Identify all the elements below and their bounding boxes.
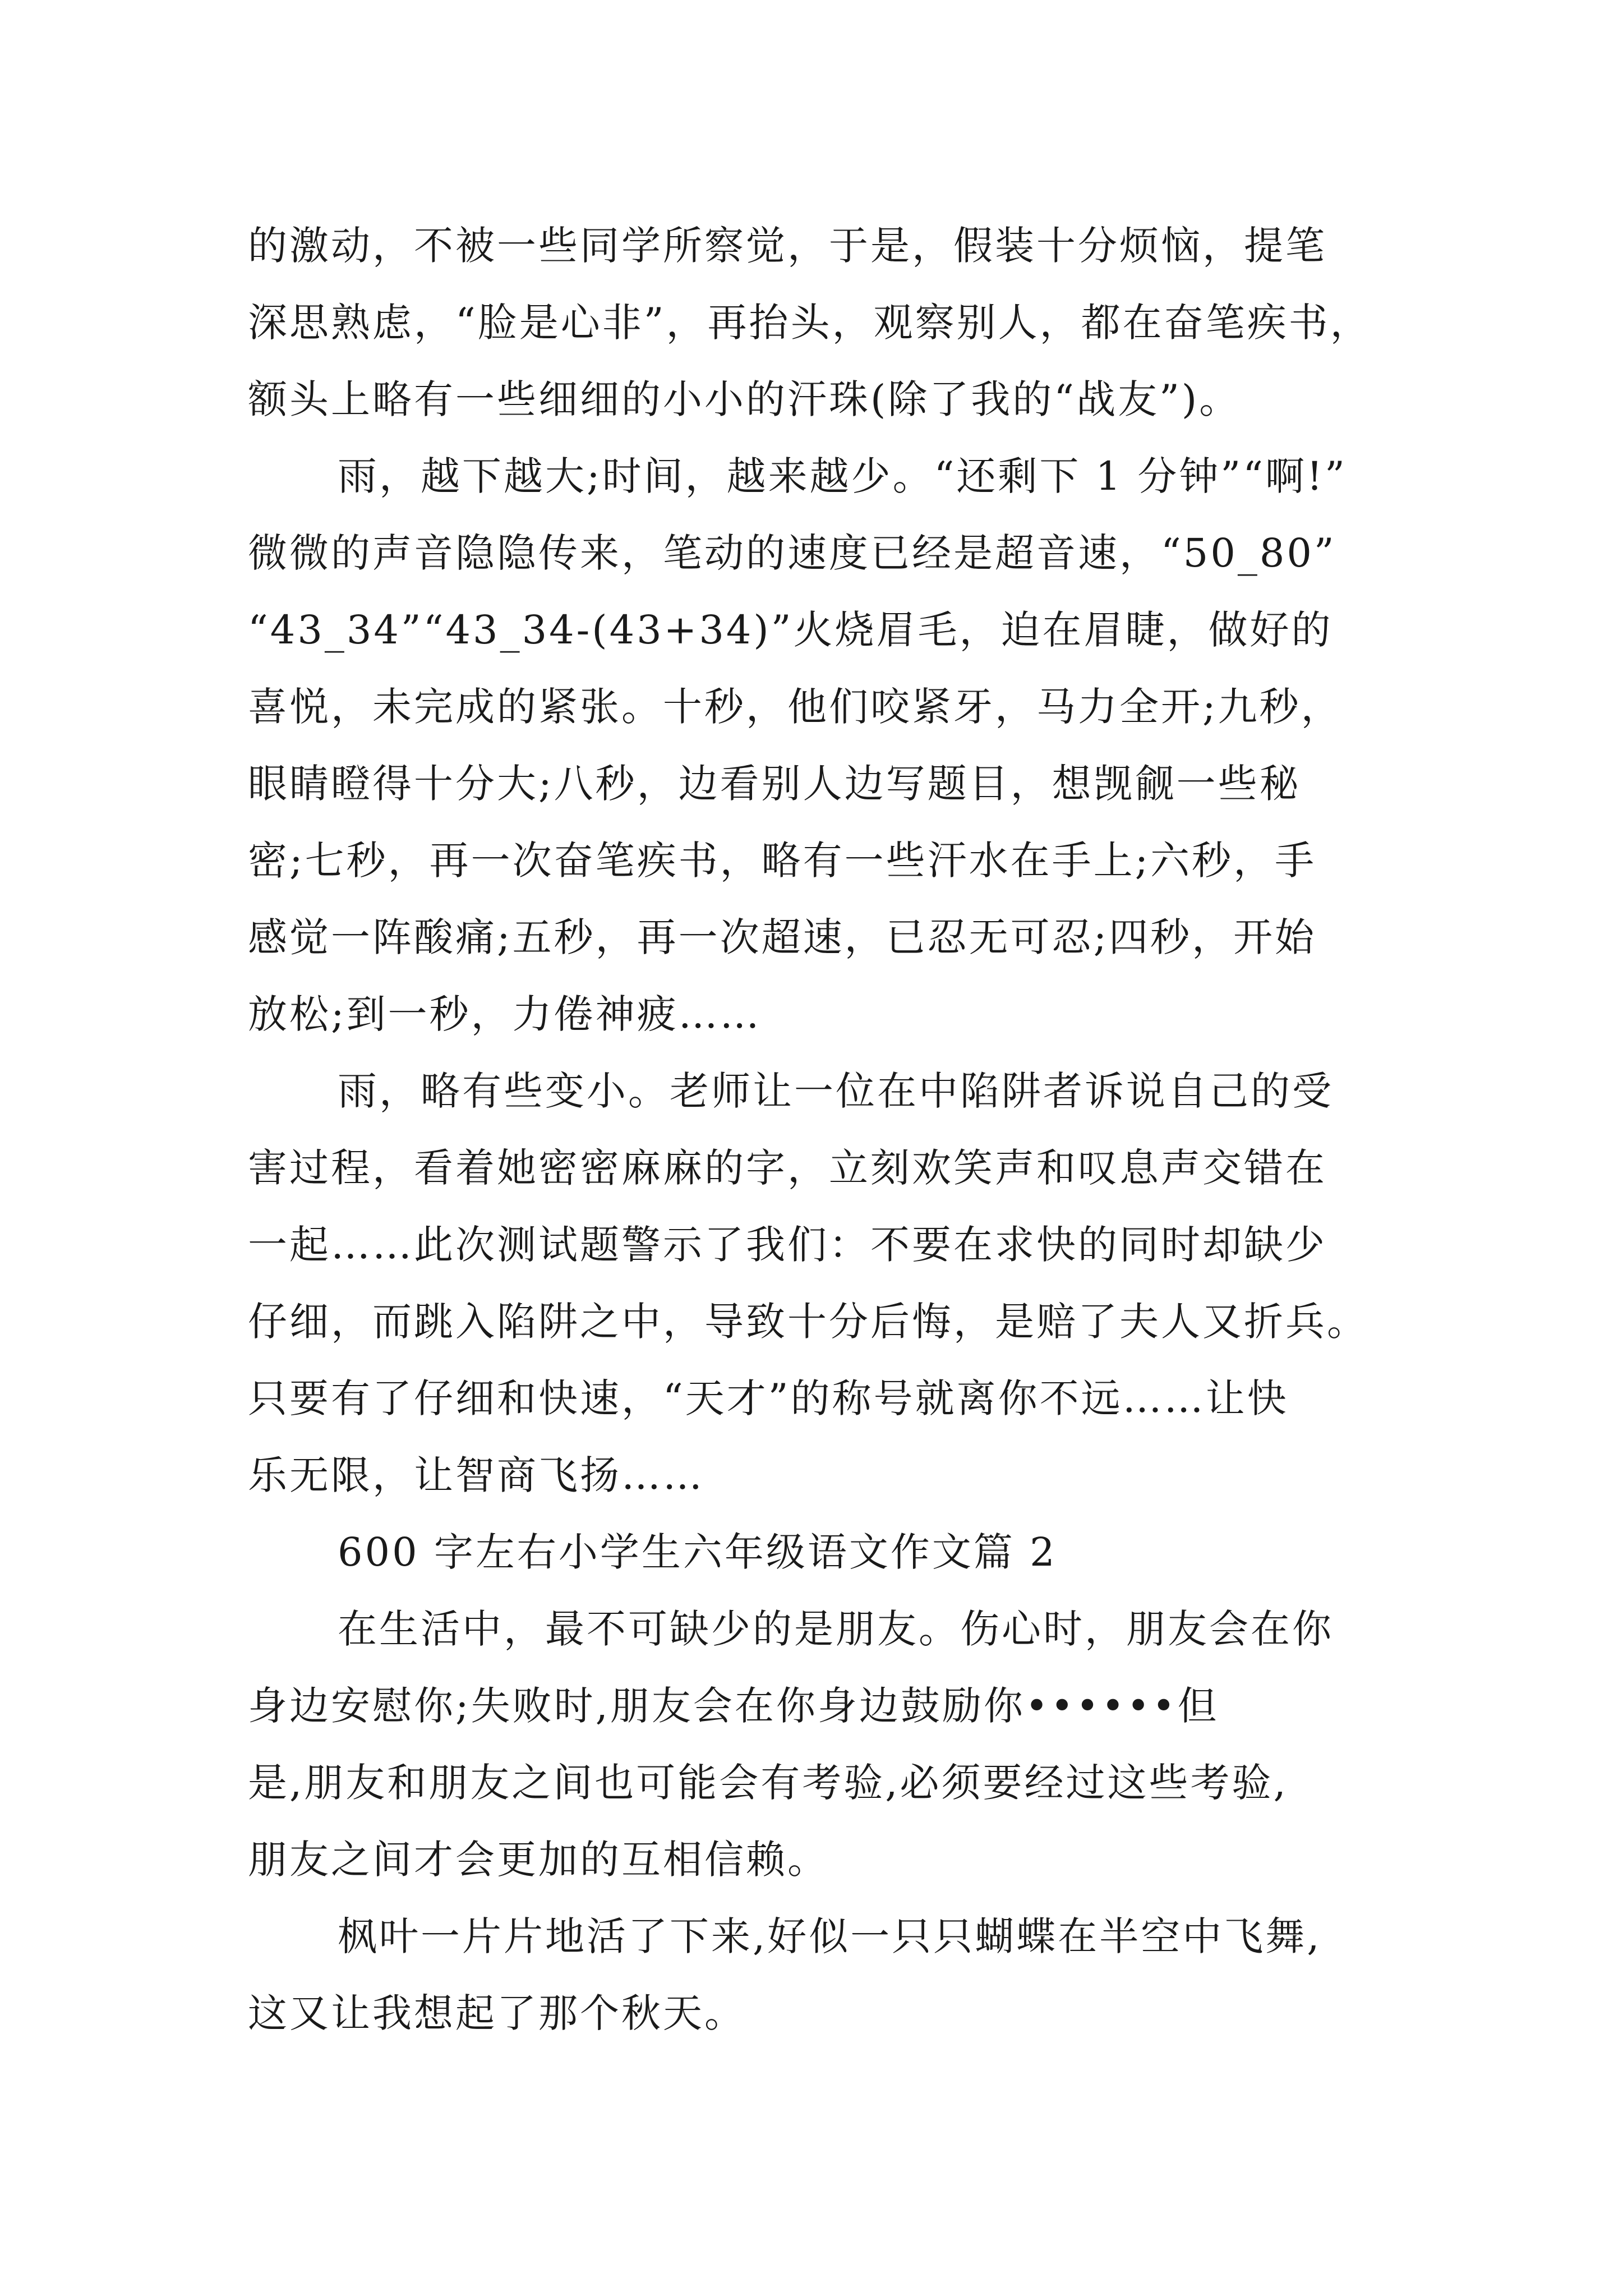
text-line: 只要有了仔细和快速，“天才”的称号就离你不远……让快 [248, 1375, 1289, 1421]
paragraph-first-line: 雨，略有些变小。老师让一位在中陷阱者诉说自己的受 [338, 1068, 1334, 1114]
paragraph-first-line: 枫叶一片片地活了下来,好似一只只蝴蝶在半空中飞舞, [338, 1913, 1322, 1959]
text-line: 微微的声音隐隐传来，笔动的速度已经是超音速，“50_80” [248, 530, 1336, 576]
section-heading: 600 字左右小学生六年级语文作文篇 2 [338, 1529, 1057, 1575]
text-line: 深思熟虑，“脸是心非”，再抬头，观察别人，都在奋笔疾书， [248, 300, 1372, 346]
text-line: 额头上略有一些细细的小小的汗珠(除了我的“战友”)。 [248, 376, 1241, 422]
paragraph-first-line: 雨，越下越大;时间，越来越少。“还剩下 1 分钟”“啊!” [338, 453, 1347, 499]
text-line: 乐无限，让智商飞扬…… [248, 1452, 704, 1498]
text-line: 身边安慰你;失败时,朋友会在你身边鼓励你••••••但 [248, 1683, 1219, 1729]
text-line: 放松;到一秒，力倦神疲…… [248, 991, 762, 1037]
paragraph-first-line: 在生活中，最不可缺少的是朋友。伤心时，朋友会在你 [338, 1606, 1334, 1652]
text-line: 是,朋友和朋友之间也可能会有考验,必须要经过这些考验, [248, 1760, 1288, 1806]
text-line: 感觉一阵酸痛;五秒，再一次超速，已忍无可忍;四秒，开始 [248, 914, 1317, 960]
text-line: “43_34”“43_34-(43+34)”火烧眉毛，迫在眉睫，做好的 [248, 607, 1333, 653]
text-line: 密;七秒，再一次奋笔疾书，略有一些汗水在手上;六秒，手 [248, 838, 1317, 884]
text-line: 眼睛瞪得十分大;八秒，边看别人边写题目，想觊觎一些秘 [248, 761, 1301, 807]
document-body [248, 208, 1386, 2052]
text-line: 这又让我想起了那个秋天。 [248, 1990, 746, 2036]
text-line: 仔细，而跳入陷阱之中，导致十分后悔，是赔了夫人又折兵。 [248, 1299, 1368, 1345]
text-line: 的激动，不被一些同学所察觉，于是，假装十分烦恼，提笔 [248, 223, 1327, 269]
text-line: 害过程，看着她密密麻麻的字，立刻欢笑声和叹息声交错在 [248, 1145, 1327, 1191]
text-line: 一起……此次测试题警示了我们：不要在求快的同时却缺少 [248, 1222, 1327, 1268]
text-line: 喜悦，未完成的紧张。十秒，他们咬紧牙，马力全开;九秒， [248, 684, 1343, 730]
text-line: 朋友之间才会更加的互相信赖。 [248, 1837, 829, 1883]
